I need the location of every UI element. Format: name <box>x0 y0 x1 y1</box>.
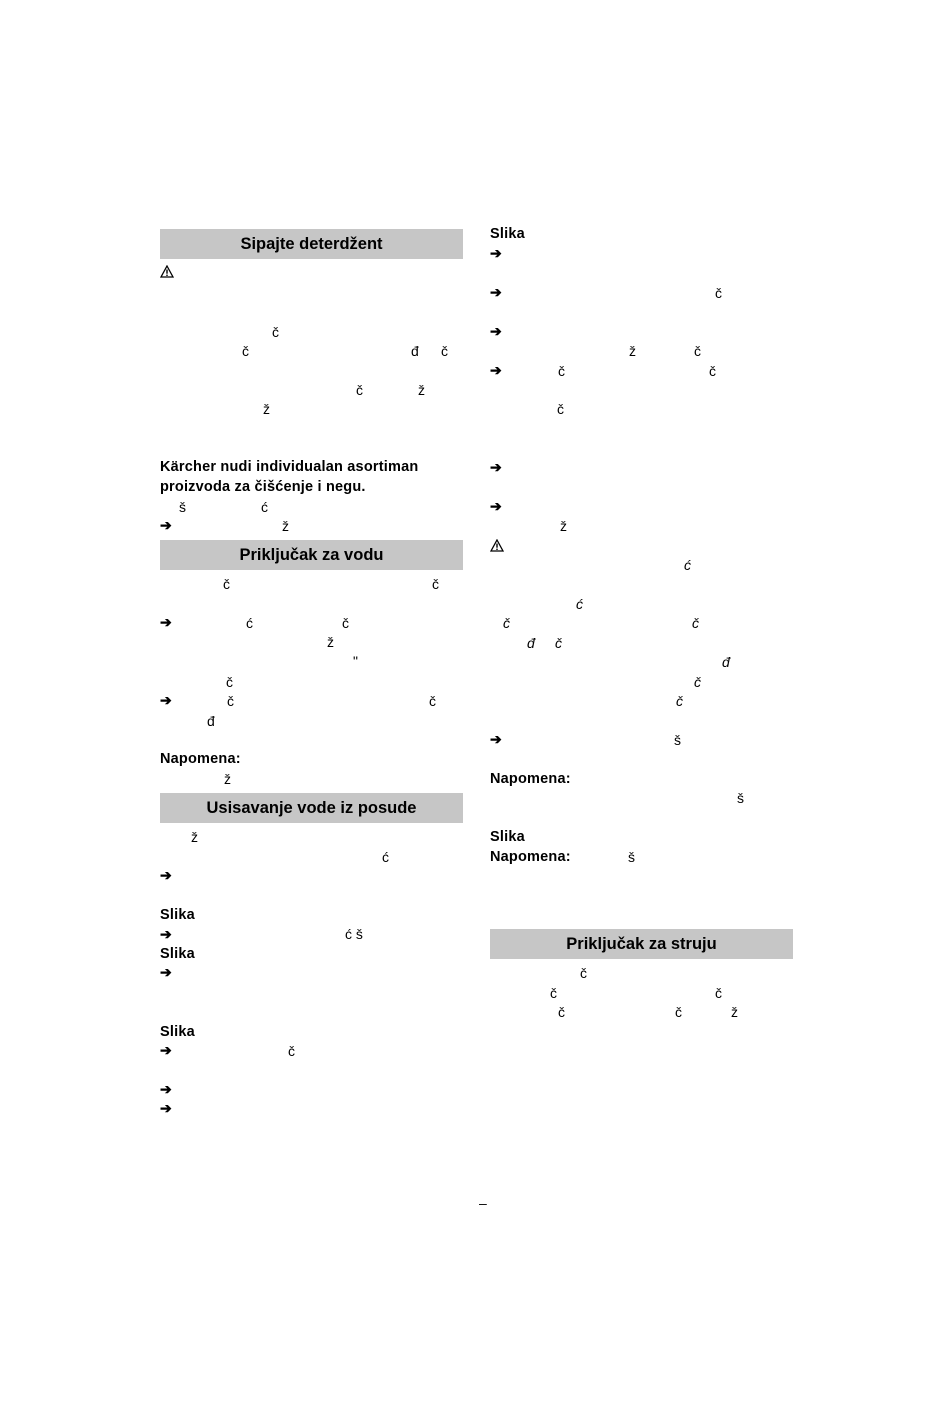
figure-label: Slika <box>490 226 525 242</box>
arrow-right-icon: ➔ <box>490 498 502 514</box>
section-heading-water-suction: Usisavanje vode iz posude <box>160 793 463 823</box>
glyph: ž <box>327 634 334 650</box>
glyph: č <box>223 576 230 592</box>
glyph: č <box>272 324 279 340</box>
glyph: č <box>557 401 564 417</box>
glyph: č <box>226 674 233 690</box>
arrow-right-icon: ➔ <box>160 1042 172 1058</box>
arrow-right-icon: ➔ <box>160 517 172 533</box>
figure-label: Slika <box>160 907 195 923</box>
glyph: č <box>342 615 349 631</box>
glyph: đ <box>411 343 419 359</box>
note-label: Napomena: <box>160 751 241 767</box>
figure-label: Slika <box>490 829 525 845</box>
glyph: č <box>227 693 234 709</box>
glyph: đ <box>207 713 215 729</box>
glyph: ž <box>263 401 270 417</box>
arrow-right-icon: ➔ <box>490 731 502 747</box>
glyph: č <box>675 1004 682 1020</box>
glyph: č <box>709 363 716 379</box>
glyph: ž <box>629 343 636 359</box>
section-heading-water-connection: Priključak za vodu <box>160 540 463 570</box>
glyph: č <box>555 635 562 651</box>
glyph: š <box>179 499 186 515</box>
arrow-right-icon: ➔ <box>490 284 502 300</box>
glyph: č <box>715 985 722 1001</box>
arrow-right-icon: ➔ <box>160 692 172 708</box>
glyph: š <box>628 849 635 865</box>
arrow-right-icon: ➔ <box>160 926 172 942</box>
warning-icon <box>490 539 504 553</box>
section-heading-power-connection: Priključak za struju <box>490 929 793 959</box>
product-note-line-1: Kärcher nudi individualan asortiman <box>160 459 419 475</box>
glyph: č <box>429 693 436 709</box>
glyph: ž <box>418 382 425 398</box>
arrow-right-icon: ➔ <box>160 1100 172 1116</box>
note-label: Napomena: <box>490 849 571 865</box>
page-number-mark: – <box>479 1195 487 1211</box>
glyph: č <box>550 985 557 1001</box>
glyph: š <box>737 790 744 806</box>
arrow-right-icon: ➔ <box>490 362 502 378</box>
glyph: č <box>503 615 510 631</box>
glyph: č <box>441 343 448 359</box>
figure-label: Slika <box>160 946 195 962</box>
glyph: đ <box>722 654 730 670</box>
glyph: š <box>674 732 681 748</box>
glyph: č <box>580 965 587 981</box>
arrow-right-icon: ➔ <box>160 614 172 630</box>
warning-icon <box>160 265 174 279</box>
glyph: č <box>558 1004 565 1020</box>
glyph: č <box>356 382 363 398</box>
glyph: ć <box>684 557 691 573</box>
glyph: ć š <box>345 926 363 942</box>
product-note-line-2: proizvoda za čišćenje i negu. <box>160 479 366 495</box>
arrow-right-icon: ➔ <box>160 1081 172 1097</box>
glyph: č <box>694 343 701 359</box>
glyph: ž <box>560 518 567 534</box>
glyph: ć <box>382 849 389 865</box>
arrow-right-icon: ➔ <box>490 323 502 339</box>
glyph: ć <box>261 499 268 515</box>
glyph: č <box>676 693 683 709</box>
arrow-right-icon: ➔ <box>490 459 502 475</box>
glyph: ž <box>224 771 231 787</box>
arrow-right-icon: ➔ <box>490 245 502 261</box>
glyph: ž <box>282 518 289 534</box>
figure-label: Slika <box>160 1024 195 1040</box>
glyph: č <box>242 343 249 359</box>
glyph: đ <box>527 635 535 651</box>
glyph: č <box>558 363 565 379</box>
arrow-right-icon: ➔ <box>160 964 172 980</box>
glyph: č <box>694 674 701 690</box>
section-heading-detergent: Sipajte deterdžent <box>160 229 463 259</box>
glyph: ć <box>246 615 253 631</box>
note-label: Napomena: <box>490 771 571 787</box>
arrow-right-icon: ➔ <box>160 867 172 883</box>
glyph: ć <box>576 596 583 612</box>
glyph: č <box>432 576 439 592</box>
glyph: ž <box>191 829 198 845</box>
glyph: č <box>288 1043 295 1059</box>
glyph: č <box>715 285 722 301</box>
glyph: " <box>353 653 358 669</box>
glyph: č <box>692 615 699 631</box>
glyph: ž <box>731 1004 738 1020</box>
